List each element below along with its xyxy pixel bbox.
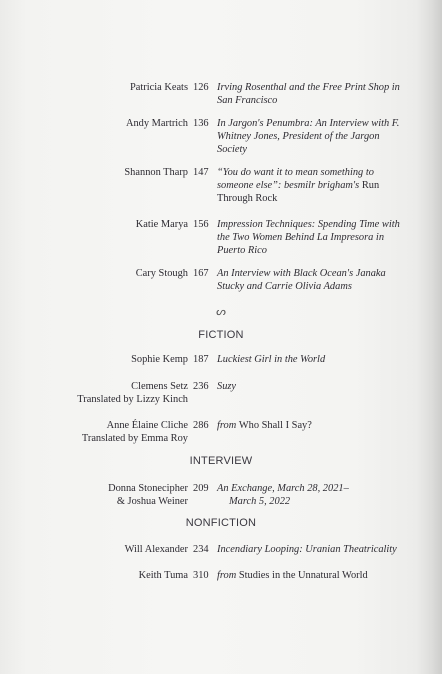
entry-title: Impression Techniques: Spending Time with the Two Women Behind La Impresora in Puerto Rico: [217, 219, 400, 256]
entry-title: [217, 569, 407, 582]
entry-page: 167: [193, 268, 209, 279]
entry-page: 310: [193, 570, 209, 581]
entry-title-roman: Who Shall I Say?: [238, 420, 312, 431]
entry-author: Sophie Kemp: [131, 354, 188, 365]
entry-page: 209: [193, 483, 209, 494]
entry-title-roman: Studies in the Unnatural World: [238, 570, 368, 581]
entry-title: Incendiary Looping: Uranian Theatricality: [217, 544, 397, 555]
entry-author: Donna Stonecipher: [108, 483, 188, 494]
entry-page: 286: [193, 420, 209, 431]
entry-author: Patricia Keats: [130, 82, 188, 93]
entry-title-continued: March 5, 2022: [229, 496, 291, 507]
entry-page: 187: [193, 354, 209, 365]
entry-title-roman: Run Through Rock: [217, 180, 380, 204]
entry-title-italic: “You do want it to mean something to someone else”: besmilr brigham's: [217, 167, 374, 191]
entry-page: 156: [193, 219, 209, 230]
entry-title-prefix: from: [217, 420, 237, 431]
entry-title: An Exchange, March 28, 2021–: [217, 483, 349, 494]
entry-author: Anne Élaine Cliche: [106, 420, 188, 431]
entry-page: 136: [193, 118, 209, 129]
entry-page: 236: [193, 381, 209, 392]
entry-page: 147: [193, 167, 209, 178]
entry-author: Will Alexander: [124, 544, 188, 555]
section-heading-nonfiction: NONFICTION: [185, 517, 257, 529]
entry-coauthor: & Joshua Weiner: [116, 496, 188, 507]
entry-title: [217, 419, 407, 432]
entry-page: 126: [193, 82, 209, 93]
entry-title: Irving Rosenthal and the Free Print Shop in San Francisco: [217, 82, 400, 106]
entry-title: [217, 166, 407, 205]
section-heading-interview: INTERVIEW: [189, 455, 253, 467]
entry-title: In Jargon's Penumbra: An Interview with F. Whitney Jones, President of the Jargon Society: [217, 118, 400, 155]
section-heading-fiction: FICTION: [198, 329, 244, 341]
entry-title-prefix: from: [217, 570, 237, 581]
entry-translator: Translated by Emma Roy: [81, 433, 188, 444]
entry-title: Luckiest Girl in the World: [217, 354, 326, 365]
entry-page: 234: [193, 544, 209, 555]
section-divider-ornament: ᔕ: [216, 306, 226, 318]
entry-author: Katie Marya: [135, 219, 188, 230]
entry-author: Cary Stough: [135, 268, 188, 279]
entry-title: Suzy: [217, 381, 237, 392]
entry-author: Keith Tuma: [138, 570, 188, 581]
entry-translator: Translated by Lizzy Kinch: [77, 394, 188, 405]
entry-title: An Interview with Black Ocean's Janaka Stucky and Carrie Olivia Adams: [217, 268, 386, 292]
entry-author: Andy Martrich: [125, 118, 188, 129]
entry-author: Clemens Setz: [131, 381, 188, 392]
entry-author: Shannon Tharp: [124, 167, 188, 178]
